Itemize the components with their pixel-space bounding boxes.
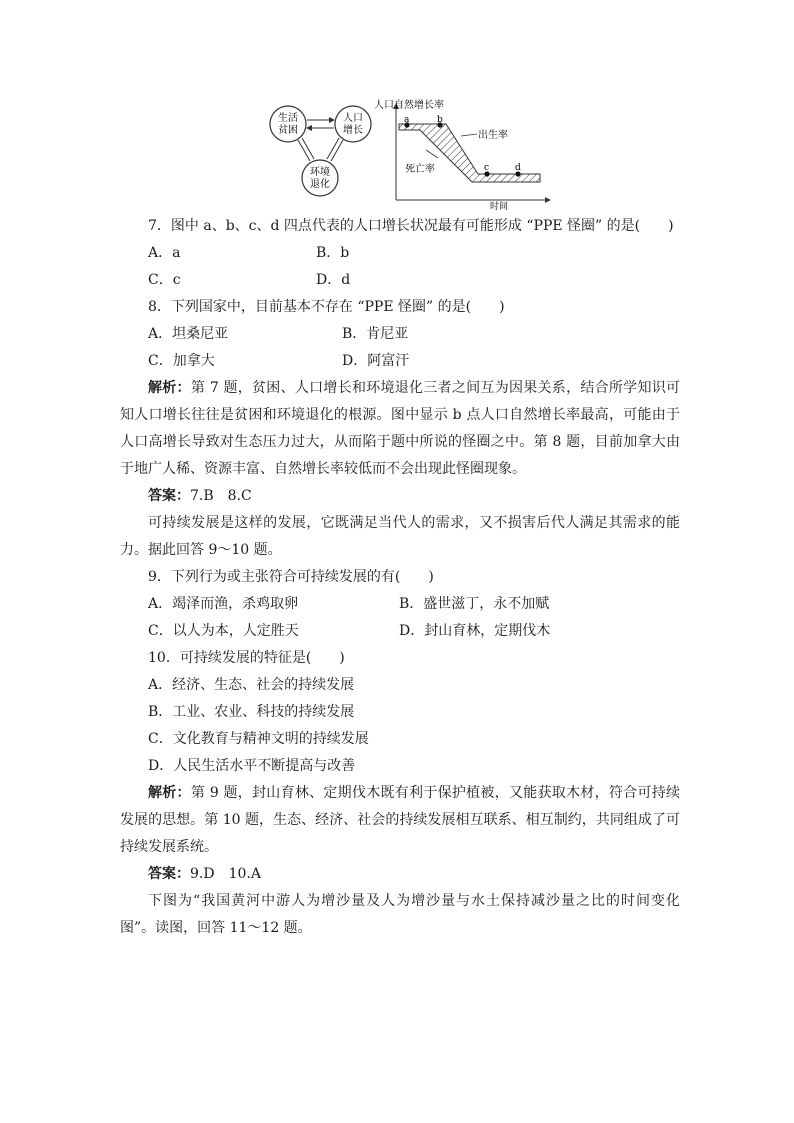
q10-option-d[interactable]: D．人民生活水平不断提高与改善 <box>148 758 356 774</box>
answer-7-8-text: 7.B 8.C <box>190 488 252 504</box>
ppe-cycle-diagram <box>270 106 371 196</box>
analysis-7-8-text: 第 7 题，贫困、人口增长和环境退化三者之间互为因果关系，结合所学知识可知人口增长往往是贫困和环境退化的根源。图中显示 b 点人口自然增长率最高，可能由于人口高增长导致对生态压力过大，从而陷于题中所说的怪圈之中。第 8 题，目前加拿大由于地广人稀、资源丰富、自然增长率较低而不会出现此怪圈现象。 <box>120 380 680 477</box>
q7-option-b[interactable]: B．b <box>316 245 350 261</box>
link-population-environment <box>331 140 343 161</box>
q7-options-row-2 <box>120 267 680 294</box>
answer-7-8-label: 答案： <box>148 488 190 504</box>
q9-options-row-1 <box>120 591 680 618</box>
poverty-label-1: 生活 <box>278 113 298 124</box>
point-c-label: c <box>484 163 490 173</box>
environment-node <box>302 160 338 196</box>
answer-7-8 <box>120 483 680 510</box>
point-b-label: b <box>437 115 443 125</box>
q8-option-b[interactable]: B．肯尼亚 <box>342 326 409 342</box>
analysis-9-10 <box>120 780 680 861</box>
q7-options-row-1 <box>120 240 680 267</box>
analysis-7-8-label: 解析： <box>148 380 191 396</box>
ppe-figure-svg <box>268 96 558 210</box>
intro-9-10: 可持续发展是这样的发展，它既满足当代人的需求，又不损害后代人满足其需求的能力。据此回答 9～10 题。 <box>120 515 680 558</box>
q8-stem: 8．下列国家中，目前基本不存在 “PPE 怪圈” 的是( ) <box>148 299 505 315</box>
q7-option-c[interactable]: C．c <box>148 272 181 288</box>
q8-option-c[interactable]: C．加拿大 <box>148 353 215 369</box>
answer-9-10-text: 9.D 10.A <box>190 866 261 882</box>
q9-option-c[interactable]: C．以人为本，人定胜天 <box>148 623 299 639</box>
q8-option-a[interactable]: A．坦桑尼亚 <box>148 326 229 342</box>
analysis-7-8 <box>120 375 680 483</box>
ppe-figure <box>268 96 558 210</box>
x-axis-label: 时间 <box>490 202 509 210</box>
population-growth-graph <box>374 98 550 210</box>
analysis-9-10-text: 第 9 题，封山育林、定期伐木既有利于保护植被，又能获取木材，符合可持续发展的思想。第 10 题，生态、经济、社会的持续发展相互联系、相互制约，共同组成了可持续发展系统。 <box>120 785 680 855</box>
q9-option-b[interactable]: B．盛世滋丁，永不加赋 <box>399 596 550 612</box>
q9-option-d[interactable]: D．封山育林，定期伐木 <box>399 623 551 639</box>
y-axis-label: 人口自然增长率 <box>374 100 444 111</box>
question-content <box>120 213 680 942</box>
q9-options-row-2 <box>120 618 680 645</box>
death-rate-label: 死亡率 <box>405 164 435 175</box>
q8-option-d[interactable]: D．阿富汗 <box>342 353 410 369</box>
q10-option-a[interactable]: A．经济、生态、社会的持续发展 <box>148 677 355 693</box>
birth-rate-label: 出生率 <box>478 130 508 141</box>
q10-option-b[interactable]: B．工业、农业、科技的持续发展 <box>148 704 355 720</box>
population-node <box>335 106 371 142</box>
q8-options-row-2 <box>120 348 680 375</box>
q8-options-row-1 <box>120 321 680 348</box>
poverty-label-2: 贫困 <box>278 125 298 136</box>
q10-option-c[interactable]: C．文化教育与精神文明的持续发展 <box>148 731 369 747</box>
environment-label-1: 环境 <box>310 167 330 178</box>
death-rate-leader <box>426 150 438 158</box>
q7-option-a[interactable]: A．a <box>148 245 181 261</box>
q9-option-a[interactable]: A．竭泽而渔，杀鸡取卵 <box>148 596 299 612</box>
answer-9-10 <box>120 861 680 888</box>
link-population-environment-2 <box>327 138 339 159</box>
q9-stem: 9．下列行为或主张符合可持续发展的有( ) <box>148 569 434 585</box>
q7-option-d[interactable]: D．d <box>316 272 351 288</box>
poverty-node <box>270 106 306 142</box>
analysis-9-10-label: 解析： <box>148 785 191 801</box>
birth-rate-leader <box>461 134 477 136</box>
environment-label-2: 退化 <box>310 179 330 190</box>
population-label-2: 增长 <box>343 125 363 136</box>
q7-stem: 7．图中 a、b、c、d 四点代表的人口增长状况最有可能形成 “PPE 怪圈” 的是( ) <box>148 218 674 234</box>
point-a-label: a <box>404 115 410 125</box>
answer-9-10-label: 答案： <box>148 866 190 882</box>
link-poverty-environment-2 <box>302 138 314 159</box>
q10-stem: 10．可持续发展的特征是( ) <box>148 650 345 666</box>
population-label-1: 人口 <box>343 113 363 124</box>
point-d-label: d <box>515 163 521 173</box>
link-poverty-environment <box>298 140 310 161</box>
intro-11-12: 下图为“我国黄河中游人为增沙量及人为增沙量与水土保持减沙量之比的时间变化图”。读图，回答 11～12 题。 <box>120 893 680 936</box>
